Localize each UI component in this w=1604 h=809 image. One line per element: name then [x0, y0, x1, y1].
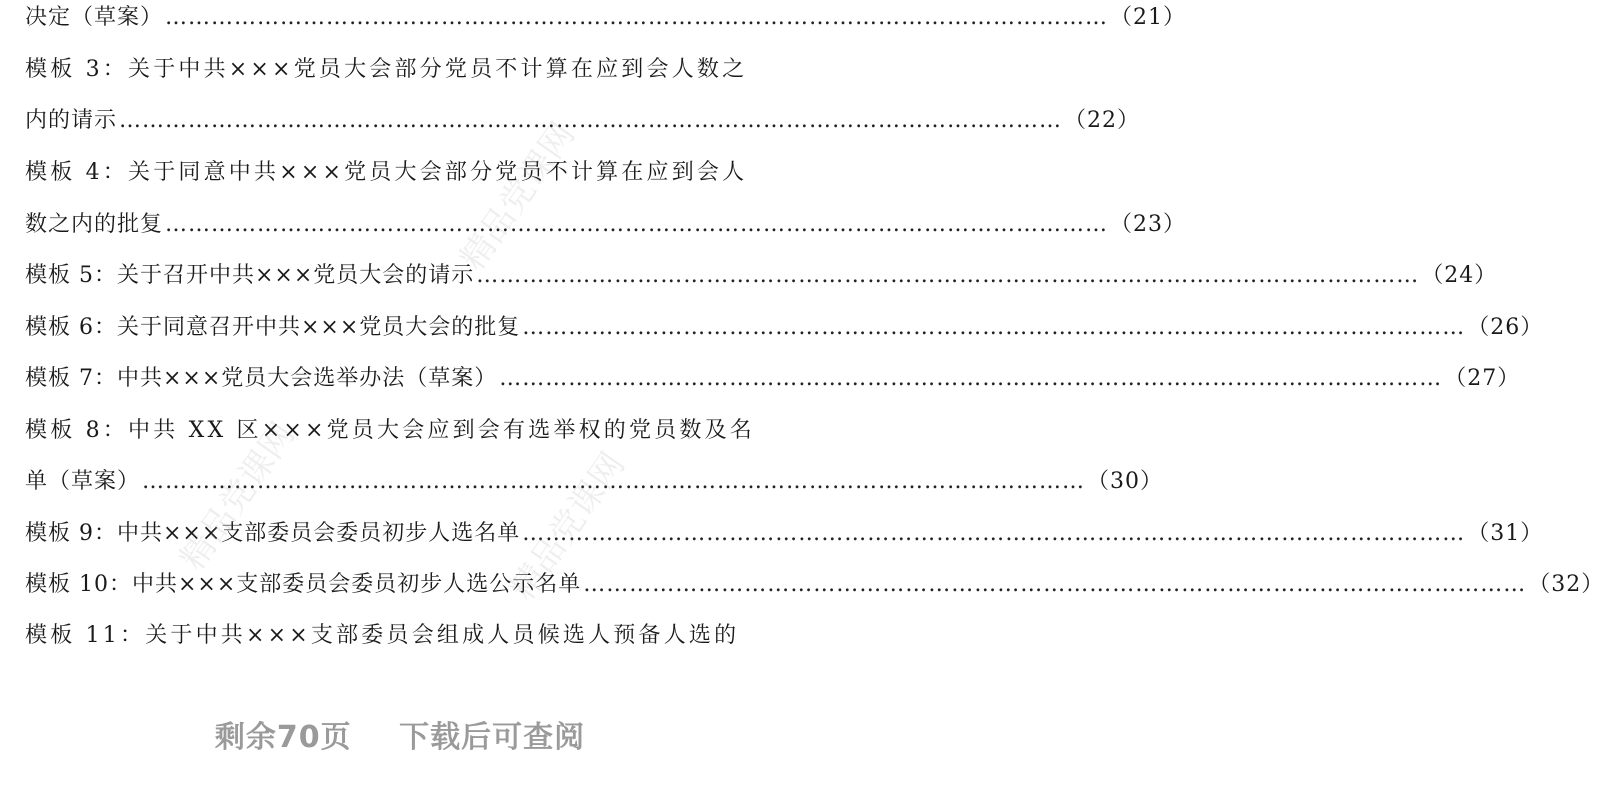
- toc-page-number: （31）: [1467, 521, 1544, 546]
- download-prompt[interactable]: [0, 712, 800, 756]
- leader-dots: ……………………………………………………………………………………………………………: [165, 5, 1109, 30]
- toc-entry-title: 模板 10：中共×××支部委员会委员初步人选公示名单: [25, 572, 582, 597]
- toc-entry-title: 模板 6：关于同意召开中共×××党员大会的批复: [25, 315, 521, 340]
- watermark: 精品党课网: [452, 115, 584, 278]
- toc-page-number: （22）: [1064, 108, 1141, 133]
- toc-page-number: （23）: [1110, 212, 1187, 237]
- toc-entry-title: 数之内的批复: [25, 212, 164, 237]
- toc-entry-title: 模板 5：关于召开中共×××党员大会的请示: [25, 263, 475, 288]
- toc-line: [25, 464, 1164, 500]
- toc-line: [25, 361, 1521, 397]
- toc-line: [25, 516, 1544, 552]
- toc-line: [25, 413, 777, 449]
- toc-page-number: （24）: [1421, 263, 1498, 288]
- toc-page-number: （32）: [1528, 572, 1604, 597]
- toc-line: [25, 155, 777, 191]
- toc-entry-title: 模板 4：关于同意中共×××党员大会部分党员不计算在应到会人: [25, 160, 748, 185]
- leader-dots: ……………………………………………………………………………………………………………: [522, 521, 1466, 546]
- toc-page-number: （30）: [1087, 469, 1164, 494]
- toc-entry-title: 模板 7：中共×××党员大会选举办法（草案）: [25, 366, 498, 391]
- toc-line: [25, 103, 1141, 139]
- leader-dots: ……………………………………………………………………………………………………………: [119, 108, 1063, 133]
- toc-entry-title: 模板 9：中共×××支部委员会委员初步人选名单: [25, 521, 521, 546]
- leader-dots: ……………………………………………………………………………………………………………: [165, 212, 1109, 237]
- watermark: 精品党课网: [172, 415, 304, 578]
- toc-line: [25, 310, 1544, 346]
- leader-dots: ……………………………………………………………………………………………………………: [583, 572, 1527, 597]
- toc-entry-title: 内的请示: [25, 108, 118, 133]
- toc-line: [25, 207, 1187, 243]
- toc-line: [25, 618, 777, 654]
- toc-page-number: （27）: [1444, 366, 1521, 391]
- toc-entry-title: 单（草案）: [25, 469, 141, 494]
- toc-entry-title: 决定（草案）: [25, 5, 164, 30]
- remaining-pages-label: 剩余70页: [214, 720, 352, 755]
- toc-entry-title: 模板 3：关于中共×××党员大会部分党员不计算在应到会人数之: [25, 57, 748, 82]
- watermark: 精品党课网: [502, 445, 634, 608]
- leader-dots: ……………………………………………………………………………………………………………: [522, 315, 1466, 340]
- leader-dots: ……………………………………………………………………………………………………………: [142, 469, 1086, 494]
- toc-entry-title: 模板 8：中共 XX 区×××党员大会应到会有选举权的党员数及名: [25, 418, 756, 443]
- toc-entry-title: 模板 11：关于中共×××支部委员会组成人员候选人预备人选的: [25, 623, 740, 648]
- leader-dots: ……………………………………………………………………………………………………………: [476, 263, 1420, 288]
- toc-page-number: （21）: [1110, 5, 1187, 30]
- toc-line: [25, 0, 1187, 36]
- toc-line: [25, 52, 777, 88]
- toc-page-number: （26）: [1467, 315, 1544, 340]
- toc-line: [25, 567, 1604, 603]
- leader-dots: ……………………………………………………………………………………………………………: [499, 366, 1443, 391]
- toc-line: [25, 258, 1498, 294]
- download-to-view-label: 下载后可查阅: [399, 720, 586, 755]
